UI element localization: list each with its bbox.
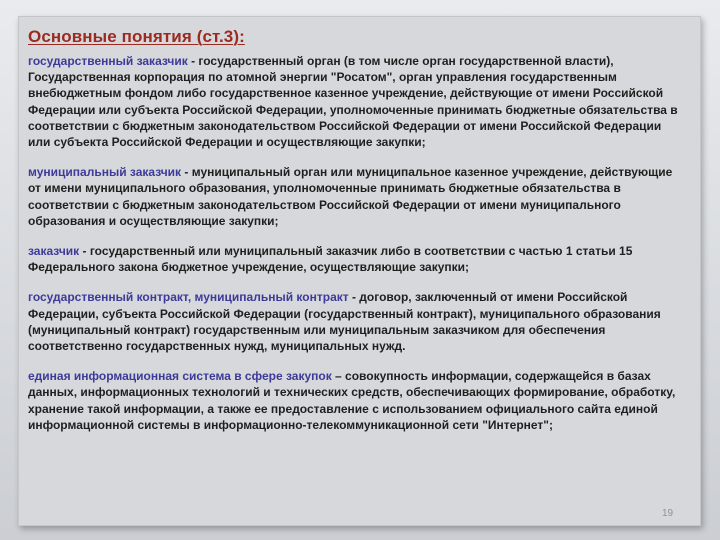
definition-text: – совокупность информации, содержащейся в базах данных, информационных технологий и технических средств, обеспечивающих формирование, обработку, хранение такой информации, а также ее предоставление с использованием официального сайта единой информационной системы в информационно-телекоммуникационной сети "Интернет"; [28,369,676,432]
definition-text: - договор, заключенный от имени Российской Федерации, субъекта Российской Федерации (государственный контракт), муниципального образования (муниципальный контракт) государственным или муниципальным заказчиком для обеспечения соответственно государственных нужд, муниципальных нужд. [28,290,661,354]
definition-term: государственный заказчик [28,54,188,68]
definitions-list [28,53,680,433]
definition-term: государственный контракт, муниципальный контракт [28,290,349,305]
definition-text: - муниципальный орган или муниципальное казенное учреждение, действующие от имени муниципального образования, уполномоченные принимать бюджетные обязательства в соответствии с бюджетным законодательством Российской Федерации от имени муниципального образования и осуществляющие закупки; [28,165,673,228]
definition-contract [28,289,680,354]
page-number: 19 [662,508,674,519]
definition-government-customer [28,53,680,150]
definition-text: - государственный орган (в том числе орган государственной власти), Государственная корпорация по атомной энергии "Росатом", орган управления государственным внебюджетным фондом либо государственное казенное учреждение, действующие от имени Российской Федерации или субъекта Российской Федерации, уполномоченные принимать бюджетные обязательства в соответствии с бюджетным законодательством Российской Федерации от имени Российской Федерации или субъекта Российской Федерации и осуществляющие закупки; [28,54,678,150]
definition-customer [28,243,680,275]
definition-information-system [28,368,680,433]
definition-text: - государственный или муниципальный заказчик либо в соответствии с частью 1 статьи 15 Федерального закона бюджетное учреждение, осуществляющие закупки; [28,244,633,275]
definition-term: единая информационная система в сфере закупок [28,369,332,384]
definition-term: заказчик [28,244,80,259]
definition-term: муниципальный заказчик [28,165,182,180]
page-title: Основные понятия (ст.3): [28,27,245,46]
definition-municipal-customer [28,164,680,229]
